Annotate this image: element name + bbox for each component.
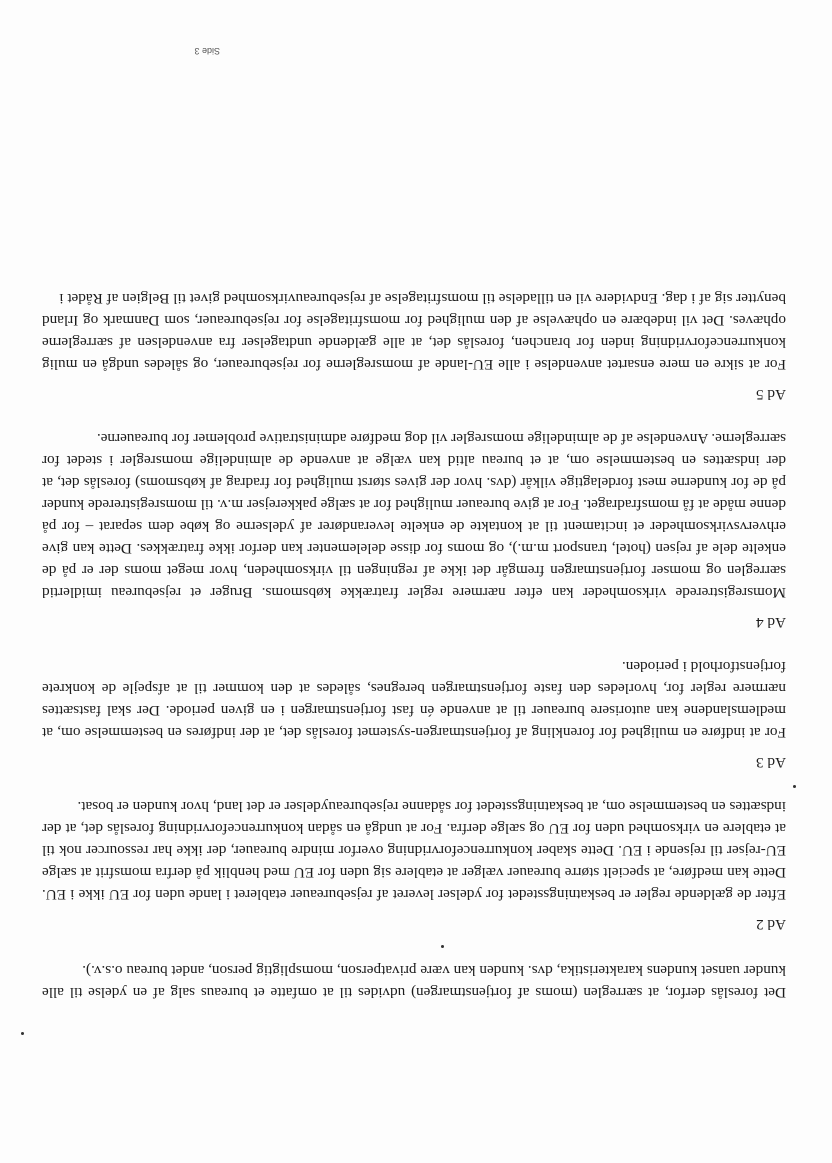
section-ad-3 [42, 655, 786, 773]
section-ad-4 [42, 427, 786, 633]
scan-speck [793, 785, 796, 788]
intro-paragraph: Det foreslås derfor, at særreglen (moms af fortjenstmargen) udvides til at omfatte et bureaus salg af en ydelse til alle kunder uanset kundens karakteristika, dvs. kunden kan være privatperson, momspligtig person, andet bureau o.s.v.). [42, 962, 786, 1001]
section-heading: Ad 4 [756, 614, 786, 631]
section-heading: Ad 2 [756, 916, 786, 933]
section-paragraph: For at indføre en mulighed for forenkling af fortjenstmargen-systemet foreslås det, at der indføres en bestemmelse om, at medlemslandene kan autorisere bureauer til at anvende én fast fortjenstmargen i en given periode. Der skal fastsættes nærmere regler for, hvorledes den faste fortjenstmargen beregnes, således at den kommer til at afspejle de konkrete fortjenstforhold i perioden. [42, 658, 786, 741]
section-heading: Ad 3 [756, 754, 786, 771]
section-paragraph: Efter de gældende regler er beskatningsstedet for ydelser leveret af rejsebureauer etableret i lande uden for EU ikke i EU. Dette kan medføre, at specielt større bureauer vælger at etablere sig uden for EU med henblik på derfra momsfrit at sælge EU-rejser til rejsende i EU. Dette skaber konkurrenceforvridning overfor mindre bureauer, der ikke har ressourcer nok til at etablere en virksomhed uden for EU og sælge derfra. For at undgå en sådan konkurrenceforvridning foreslås det, at der indsættes en bestemmelse om, at beskatningsstedet for sådanne rejsebureauydelser er det land, hvor kunden er bosat. [42, 798, 786, 903]
section-ad-5 [42, 287, 786, 405]
section-paragraph: Momsregistrerede virksomheder kan efter nærmere regler fratrække købsmoms. Bruger et rejsebureau imidlertid særreglen og momser fortjenstmargen fremgår det ikke af regningen til virksomheden, hvor meget moms der er på de enkelte dele af rejsen (hotel, transport m.m.), og moms for disse delelementer kan derfor ikke fratrækkes. Dette kan give erhvervsvirksomheder et incitament til at kontakte de enkelte leverandører af ydelserne og købe dem separat – for på denne måde at få momsfradraget. For at give bureauer mulighed for at sælge pakkerejser m.v. til momsregistrerede kunder på de for kunderne mest fordelagtige vilkår (dvs. hvor der gives størst mulighed for fradrag af købsmoms) foreslås det, at der indsættes en bestemmelse om, at et bureau altid kan vælge at anvende de almindelige momsregler i stedet for særreglerne. Anvendelse af de almindelige momsregler vil dog medføre administrative problemer for bureauerne. [42, 430, 786, 601]
section-paragraph: For at sikre en mere ensartet anvendelse i alle EU-lande af momsreglerne for rejsebureauer, og således undgå en mulig konkurrenceforvridning inden for branchen, foreslås det, at alle gældende undtagelser fra anvendelsen af særreglerne ophæves. Det vil indebære en ophævelse af den mulighed for momsfritagelse for rejsebureauer, som Danmark og Irland benytter sig af i dag. Endvidere vil en tilladelse til momsfritagelse af rejsebureauvirksomhed givet til Belgien af Rådet i [42, 290, 786, 373]
section-heading: Ad 5 [756, 386, 786, 403]
scan-speck [21, 1032, 24, 1035]
page-number: Side 3 [194, 46, 220, 56]
section-ad-2 [42, 795, 786, 935]
document-body [42, 265, 786, 1003]
scan-speck [441, 945, 444, 948]
